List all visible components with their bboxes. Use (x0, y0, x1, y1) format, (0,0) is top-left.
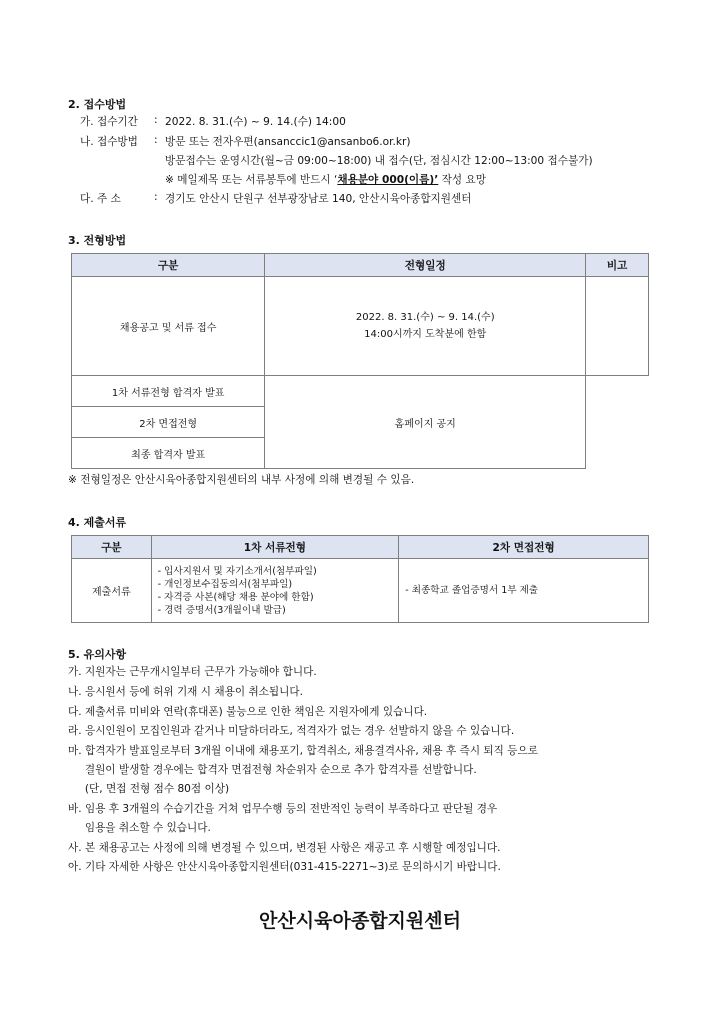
required-documents-table (71, 535, 649, 623)
second-round-documents: - 최종학교 졸업증명서 1부 제출 (399, 559, 649, 623)
row-second-interview: 2차 면접전형 (72, 407, 265, 438)
notice-line: 라. 응시인원이 모집인원과 같거나 미달하더라도, 적격자가 없는 경우 선발하지 않을 수 있습니다. (68, 725, 515, 737)
organization-name: 안산시육아종합지원센터 (259, 910, 461, 932)
email-note-suffix: 작성 요망 (438, 174, 486, 186)
list-item: - 입사지원서 및 자기소개서(첨부파일) (157, 565, 317, 577)
list-item: - 자격증 사본(해당 채용 분야에 한함) (157, 591, 314, 603)
section-3-heading: 3. 전형방법 (68, 234, 127, 247)
row-posting-and-documents: 채용공고 및 서류 접수 (72, 277, 265, 376)
receipt-method-value: 방문 또는 전자우편(ansanccic1@ansanbo6.or.kr) (165, 136, 411, 148)
col-header-first-round: 1차 서류전형 (151, 536, 399, 559)
remarks-cell (586, 277, 649, 376)
first-round-documents-list (151, 559, 399, 623)
notice-line: 바. 임용 후 3개월의 수습기간을 거쳐 업무수행 등의 전반적인 능력이 부족하다고 판단될 경우 (68, 803, 498, 815)
list-item: - 경력 증명서(3개월이내 발급) (157, 604, 286, 616)
row-final-announcement: 최종 합격자 발표 (72, 438, 265, 469)
address-value: 경기도 안산시 단원구 선부광장남로 140, 안산시육아종합지원센터 (165, 193, 472, 205)
col-header-category: 구분 (72, 536, 152, 559)
notice-line: 사. 본 채용공고는 사정에 의해 변경될 수 있으며, 변경된 사항은 재공고 후 시행할 예정입니다. (68, 842, 501, 854)
col-header-second-round: 2차 면접전형 (399, 536, 649, 559)
col-header-category: 구분 (72, 254, 265, 277)
notice-line: (단, 면접 전형 점수 80점 이상) (68, 783, 230, 795)
homepage-notice-cell: 홈페이지 공지 (265, 376, 586, 469)
section-2-heading: 2. 접수방법 (68, 98, 127, 111)
colon: : (154, 114, 158, 126)
section-4-heading: 4. 제출서류 (68, 516, 127, 529)
documents-row-label: 제출서류 (72, 559, 152, 623)
email-note-prefix: ※ 메일제목 또는 서류봉투에 반드시 ‘ (165, 174, 338, 186)
receipt-period-label: 가. 접수기간 (80, 116, 138, 128)
notice-line: 다. 제출서류 미비와 연락(휴대폰) 불능으로 인한 책임은 지원자에게 있습니다. (68, 706, 428, 718)
receipt-period-value: 2022. 8. 31.(수) ~ 9. 14.(수) 14:00 (165, 116, 346, 128)
selection-schedule-table (71, 253, 649, 469)
notice-line: 나. 응시원서 등에 허위 기재 시 채용이 취소됩니다. (68, 686, 303, 698)
notice-line: 가. 지원자는 근무개시일부터 근무가 가능해야 합니다. (68, 666, 317, 678)
notice-line: 아. 기타 자세한 사항은 안산시육아종합지원센터(031-415-2271~3)로 문의하시기 바랍니다. (68, 861, 501, 873)
posting-schedule-cell (265, 277, 586, 376)
col-header-remarks: 비고 (586, 254, 649, 277)
posting-schedule-dates: 2022. 8. 31.(수) ~ 9. 14.(수) (355, 312, 495, 323)
remarks-merged-cell (586, 376, 649, 469)
schedule-change-note: ※ 전형일정은 안산시육아종합지원센터의 내부 사정에 의해 변경될 수 있음. (68, 474, 415, 486)
colon: : (154, 134, 158, 146)
list-item: - 개인정보수집동의서(첨부파일) (157, 578, 293, 590)
row-first-round-announcement: 1차 서류전형 합격자 발표 (72, 376, 265, 407)
notice-line: 임용을 취소할 수 있습니다. (68, 822, 211, 834)
col-header-schedule: 전형일정 (265, 254, 586, 277)
email-subject-note (165, 172, 486, 187)
section-5-heading: 5. 유의사항 (68, 648, 127, 661)
posting-schedule-deadline: 14:00시까지 도착분에 한함 (364, 329, 487, 340)
email-note-emphasis: 채용분야 000(이름)’ (337, 174, 439, 186)
notice-line: 결원이 발생할 경우에는 합격자 면접전형 차순위자 순으로 추가 합격자를 선발합니다. (68, 764, 477, 776)
colon: : (154, 191, 158, 203)
notice-line: 마. 합격자가 발표일로부터 3개월 이내에 채용포기, 합격취소, 채용결격사유, 채용 후 즉시 퇴직 등으로 (68, 745, 538, 757)
receipt-method-label: 나. 접수방법 (80, 136, 138, 148)
visit-receipt-note: 방문접수는 운영시간(월~금 09:00~18:00) 내 접수(단, 점심시간 12:00~13:00 접수불가) (165, 155, 593, 167)
address-label: 다. 주 소 (80, 193, 121, 205)
